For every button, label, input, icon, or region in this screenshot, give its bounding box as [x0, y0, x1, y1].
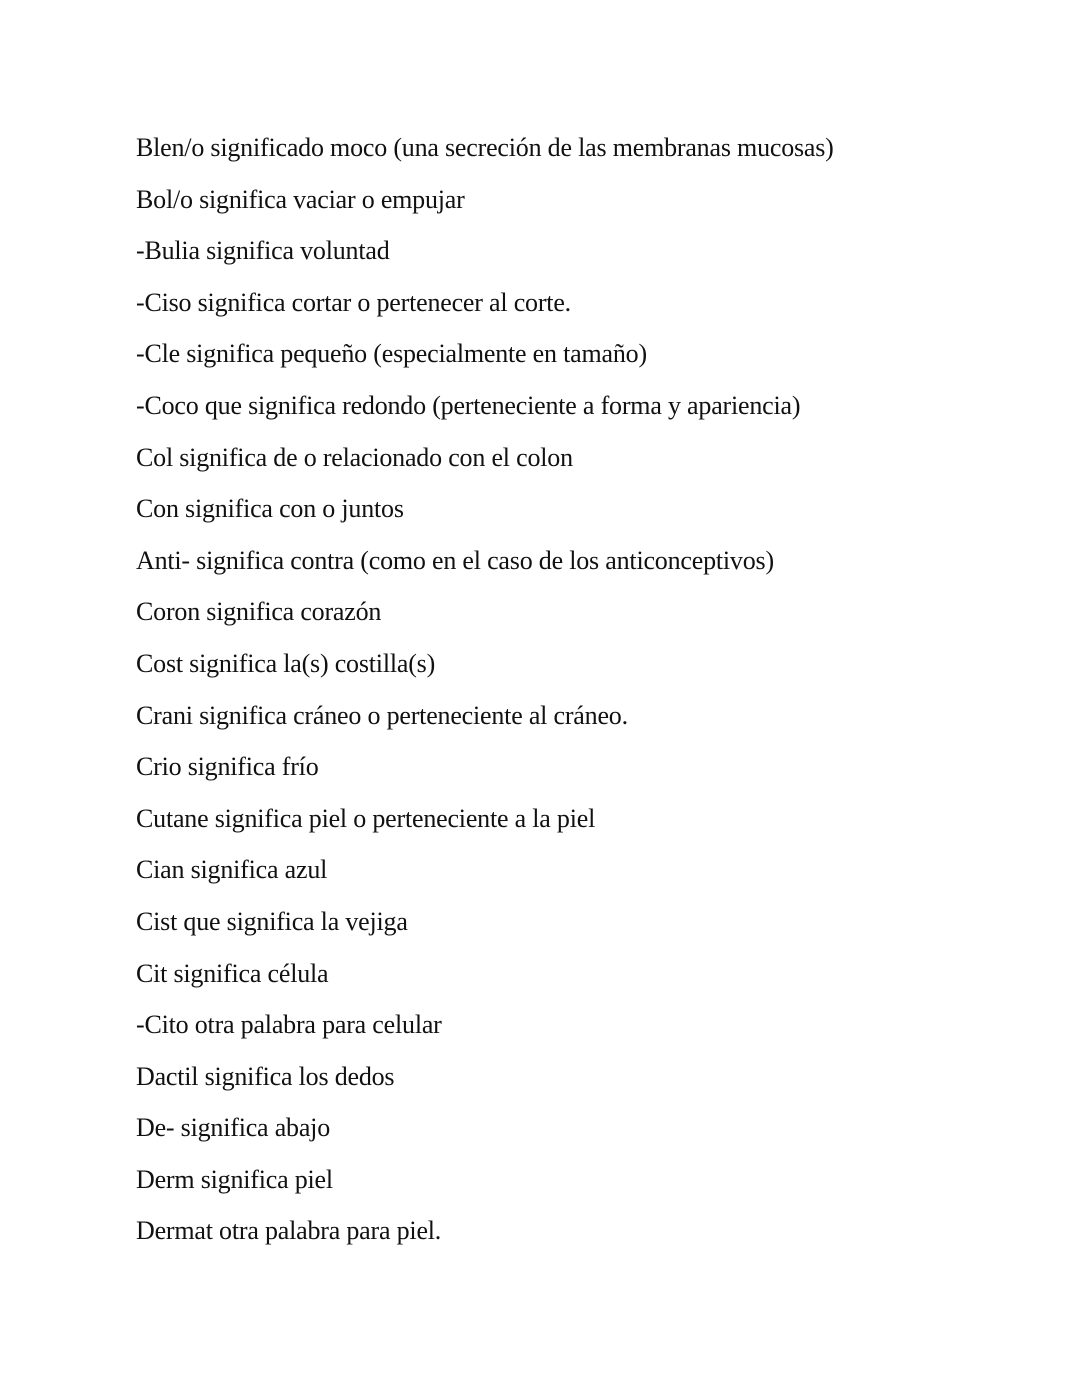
term-line: De- significa abajo — [136, 1113, 331, 1143]
term-line: Col significa de o relacionado con el colon — [136, 442, 573, 472]
term-line: Dactil significa los dedos — [136, 1061, 395, 1091]
term-line: Dermat otra palabra para piel. — [136, 1216, 442, 1246]
term-line: Crani significa cráneo o perteneciente al cráneo. — [136, 700, 628, 730]
term-line: -Cito otra palabra para celular — [136, 1010, 442, 1040]
term-line: Derm significa piel — [136, 1164, 333, 1194]
term-line: -Cle significa pequeño (especialmente en tamaño) — [136, 339, 647, 369]
term-line: Cit significa célula — [136, 958, 329, 988]
term-line: Bol/o significa vaciar o empujar — [136, 184, 465, 214]
term-line: Cutane significa piel o perteneciente a la piel — [136, 803, 596, 833]
term-line: Con significa con o juntos — [136, 494, 404, 524]
term-line: -Ciso significa cortar o pertenecer al corte. — [136, 287, 571, 317]
term-line: -Coco que significa redondo (perteneciente a forma y apariencia) — [136, 390, 801, 420]
term-line: Anti- significa contra (como en el caso de los anticonceptivos) — [136, 545, 774, 575]
term-line: Blen/o significado moco (una secreción de las membranas mucosas) — [136, 133, 834, 162]
term-line: Cian significa azul — [136, 855, 328, 885]
term-line: Coron significa corazón — [136, 597, 382, 627]
term-line: Cist que significa la vejiga — [136, 906, 408, 936]
term-line: -Bulia significa voluntad — [136, 236, 390, 266]
term-line: Cost significa la(s) costilla(s) — [136, 648, 436, 678]
term-line: Crio significa frío — [136, 752, 319, 782]
term-list — [136, 122, 834, 1257]
